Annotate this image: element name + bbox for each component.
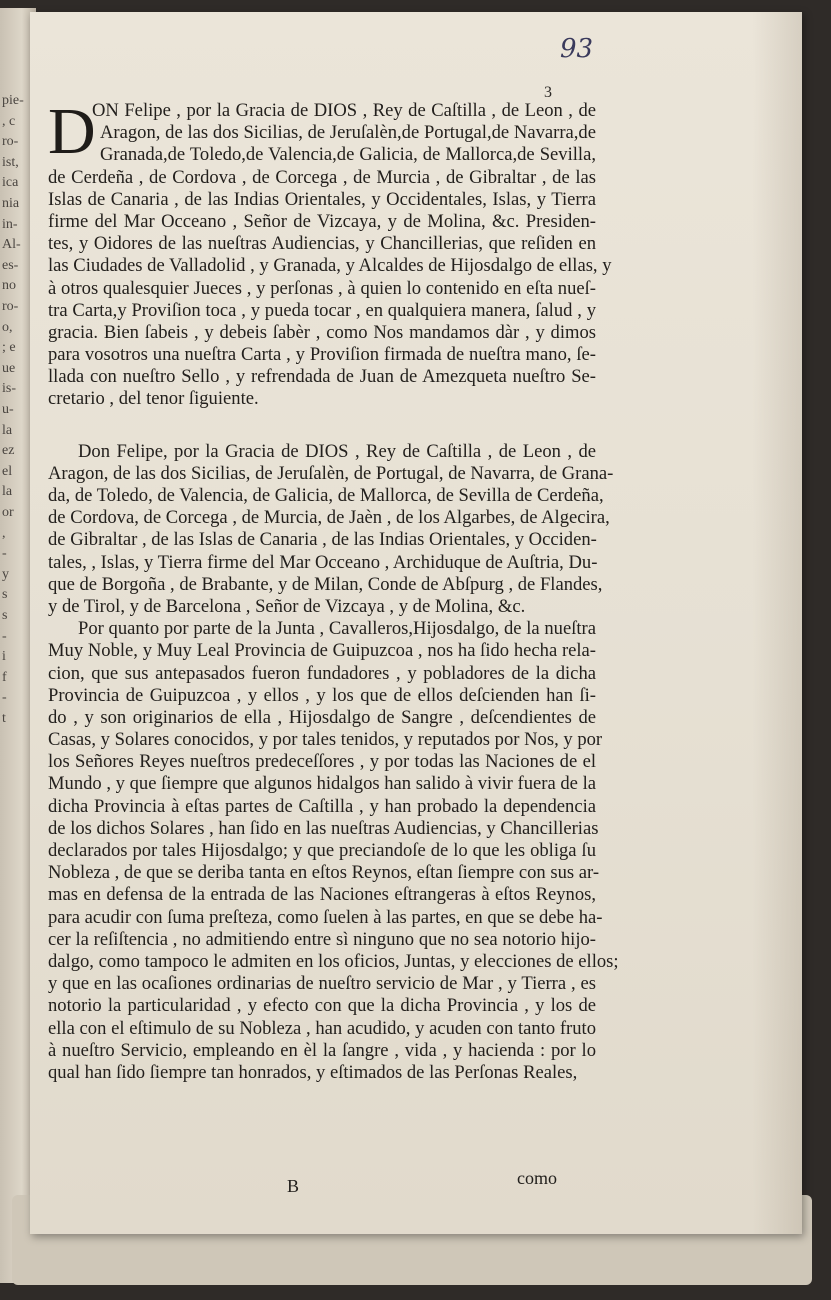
text-line: cretario , del tenor ſiguiente. <box>48 388 259 410</box>
facing-page-fragment: y <box>2 566 9 582</box>
text-line: para acudir con ſuma preſteza, como ſuelen à las partes, en que se debe ha- <box>48 906 603 928</box>
text-line: Mundo , y que ſiempre que algunos hidalgos han salido à vivir fuera de la <box>48 773 596 795</box>
facing-page-fragment: no <box>2 278 16 294</box>
text-line: los Señores Reyes nueſtros predeceſſores , y por todas las Naciones de el <box>48 751 596 773</box>
text-line: para vosotros una nueſtra Carta , y Proviſion firmada de nueſtra mano, ſe- <box>48 344 596 366</box>
text-line: Nobleza , de que se deriba tanta en eſtos Reynos, eſtan ſiempre con sus ar- <box>48 862 600 884</box>
facing-page-fragment: u- <box>2 402 14 417</box>
facing-page-fragment: ist, <box>2 154 19 170</box>
facing-page-fragment: pie- <box>2 93 24 108</box>
facing-page-fragment: , <box>2 525 6 541</box>
text-line: tales, , Islas, y Tierra firme del Mar Occeano , Archiduque de Auſtria, Du- <box>48 551 598 573</box>
text-line: declarados por tales Hijosdalgo; y que preciandoſe de lo que les obliga ſu <box>48 840 596 861</box>
facing-page-fragment: , c <box>2 113 16 129</box>
facing-page-fragment: Al- <box>2 237 21 253</box>
document-page <box>30 12 802 1234</box>
facing-page-fragment: t <box>2 711 6 726</box>
text-line: cion, que sus antepasados fueron fundadores , y pobladores de la dicha <box>48 662 596 684</box>
text-line: à otros qualesquier Jueces , y perſonas , à quien lo contenido en eſta nueſ- <box>48 277 596 299</box>
text-line: dalgo, como tampoco le admiten en los oficios, Juntas, y elecciones de ellos; <box>48 950 619 972</box>
facing-page-fragment: i <box>2 649 6 665</box>
paragraph-2 <box>48 440 614 619</box>
facing-page-fragment: el <box>2 463 13 479</box>
facing-page-fragment: ; e <box>2 340 16 356</box>
text-line: Provincia de Guipuzcoa , y ellos , y los que de ellos deſcienden han ſi- <box>48 684 596 706</box>
text-line: tra Carta,y Proviſion toca , y pueda tocar , en qualquiera manera, ſalud , y <box>48 299 596 321</box>
text-line: Islas de Canaria , de las Indias Orientales, y Occidentales, Islas, y Tierra <box>48 188 596 210</box>
text-line: y que en las ocaſiones ordinarias de nueſtro servicio de Mar , y Tierra , es <box>48 973 596 995</box>
text-line: ella con el eſtimulo de su Nobleza , han acudido, y acuden con tanto fruto <box>48 1017 596 1039</box>
text-line: de Cordova, de Corcega , de Murcia, de Jaèn , de los Algarbes, de Algecira, <box>48 507 610 529</box>
facing-page-fragment: ica <box>2 175 19 191</box>
text-line: Aragon, de las dos Sicilias, de Jeruſalèn,de Portugal,de Navarra,de <box>100 122 596 144</box>
text-line: mas en defensa de la entrada de las Naciones eſtrangeras à eſtos Reynos, <box>48 884 596 906</box>
text-line: da, de Toledo, de Valencia, de Galicia, de Mallorca, de Sevilla de Cerdeña, <box>48 485 604 506</box>
text-line: cer la reſiſtencia , no admitiendo entre sì ninguno que no sea notorio hijo- <box>48 928 596 950</box>
facing-page-fragment: la <box>2 422 13 438</box>
text-line: Aragon, de las dos Sicilias, de Jeruſalèn, de Portugal, de Navarra, de Grana- <box>48 462 614 484</box>
text-line: Por quanto por parte de la Junta , Cavalleros,Hijosdalgo, de la nueſtra <box>78 618 596 640</box>
folio-number: 93 <box>560 34 594 64</box>
text-line: Muy Noble, y Muy Leal Provincia de Guipuzcoa , nos ha ſido hecha rela- <box>48 640 596 662</box>
facing-page-fragment: s <box>2 587 8 603</box>
facing-page-fragment: la <box>2 484 13 500</box>
facing-page-fragment: - <box>2 690 7 706</box>
text-line: y de Tirol, y de Barcelona , Señor de Vizcaya , y de Molina, &c. <box>48 595 526 617</box>
body-text <box>48 95 619 1084</box>
page-edge-shadow <box>752 12 802 1234</box>
facing-page-fragment: ro- <box>2 299 19 314</box>
facing-page-fragment: ro- <box>2 134 19 150</box>
signature-mark: B <box>287 1176 300 1196</box>
text-line: gracia. Bien ſabeis , y debeis ſabèr , como Nos mandamos dàr , y dimos <box>48 321 596 343</box>
catchword: como <box>517 1168 557 1188</box>
text-line: Casas, y Solares conocidos, y por tales tenidos, y reputados por Nos, y por <box>48 729 603 751</box>
paragraph-3 <box>48 618 619 1084</box>
facing-page-fragment: in- <box>2 216 18 232</box>
text-line: Granada,de Toledo,de Valencia,de Galicia, de Mallorca,de Sevilla, <box>100 144 596 166</box>
text-line: do , y son originarios de ella , Hijosdalgo de Sangre , deſcendientes de <box>48 706 596 728</box>
facing-page-fragment: - <box>2 546 7 562</box>
drop-cap: D <box>48 95 96 168</box>
facing-page-fragment: f <box>2 669 7 685</box>
text-line: qual han ſido ſiempre tan honrados, y eſtimados de las Perſonas Reales, <box>48 1061 578 1083</box>
text-line: de los dichos Solares , han ſido en las nueſtras Audiencias, y Chancillerias <box>48 817 599 839</box>
facing-page-fragment: ue <box>2 360 16 376</box>
facing-page-fragment: ez <box>2 443 15 459</box>
text-line: ON Felipe , por la Gracia de DIOS , Rey de Caſtilla , de Leon , de <box>92 100 596 121</box>
facing-page-fragment: or <box>2 505 14 520</box>
text-line: las Ciudades de Valladolid , y Granada, y Alcaldes de Hijosdalgo de ellas, y <box>48 255 612 277</box>
paragraph-1 <box>48 95 612 411</box>
text-line: firme del Mar Occeano , Señor de Vizcaya, y de Molina, &c. Presiden- <box>48 210 596 232</box>
text-line: dicha Provincia à eſtas partes de Caſtilla , y han probado la dependencia <box>48 795 596 817</box>
facing-page-fragment: o, <box>2 319 13 335</box>
facing-page-fragment: is- <box>2 381 16 397</box>
text-line: que de Borgoña , de Brabante, y de Milan, Conde de Abſpurg , de Flandes, <box>48 573 603 595</box>
signature-number: 3 <box>544 84 552 101</box>
text-line: Don Felipe, por la Gracia de DIOS , Rey de Caſtilla , de Leon , de <box>78 440 596 462</box>
facing-page-fragment: s <box>2 608 8 623</box>
facing-page-fragment: es- <box>2 257 19 273</box>
text-line: notorio la particularidad , y efecto con que la dicha Provincia , y los de <box>48 995 596 1017</box>
text-line: llada con nueſtro Sello , y refrendada de Juan de Amezqueta nueſtro Se- <box>48 366 596 388</box>
facing-page-fragment: nia <box>2 196 20 211</box>
text-line: de Cerdeña , de Cordova , de Corcega , de Murcia , de Gibraltar , de las <box>48 166 596 188</box>
facing-page-fragment: - <box>2 628 7 644</box>
text-line: de Gibraltar , de las Islas de Canaria , de las Indias Orientales, y Occiden- <box>48 529 597 551</box>
text-line: à nueſtro Servicio, empleando en èl la ſangre , vida , y hacienda : por lo <box>48 1039 596 1061</box>
text-line: tes, y Oidores de las nueſtras Audiencias, y Chancillerias, que reſiden en <box>48 233 596 255</box>
